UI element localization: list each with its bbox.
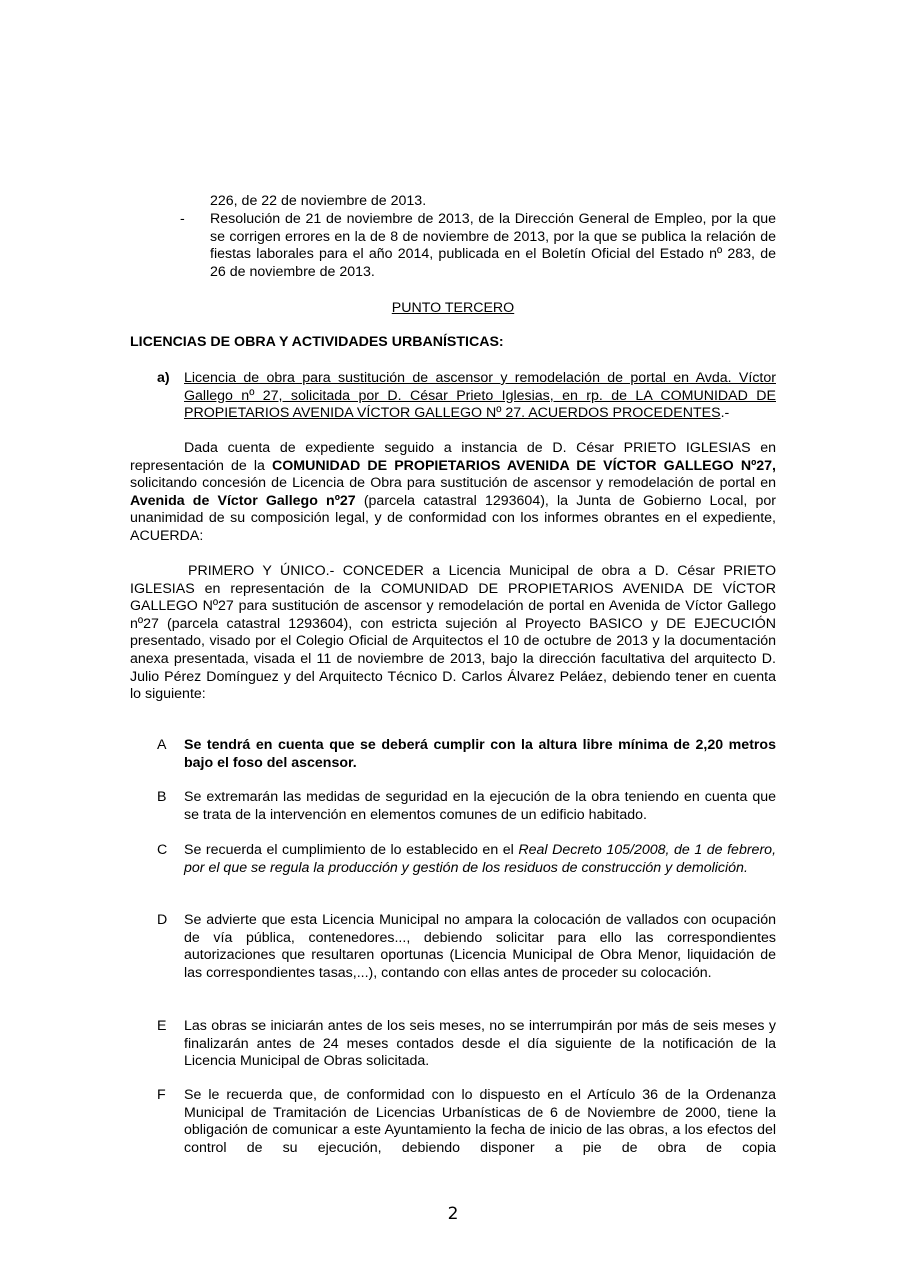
condition-f xyxy=(157,1087,776,1157)
condition-marker: D xyxy=(157,912,168,928)
section-heading: LICENCIAS DE OBRA Y ACTIVIDADES URBANÍSTICAS: xyxy=(130,334,504,350)
item-marker: a) xyxy=(157,370,170,386)
condition-marker: E xyxy=(157,1018,167,1034)
condition-marker: F xyxy=(157,1087,166,1103)
page-number: 2 xyxy=(447,1204,459,1224)
condition-b xyxy=(157,789,776,824)
condition-e xyxy=(157,1018,776,1071)
condition-text: Las obras se iniciarán antes de los seis meses, no se interrumpirán por más de seis meses y finalizarán antes de 24 meses contados desde el día siguiente de la notificación de la Licencia Municipal de Obras solicitada. xyxy=(184,1018,776,1070)
condition-text: Se recuerda el cumplimiento de lo establecido en el Real Decreto 105/2008, de 1 de febrero, por el que se regula la producción y gestión de los residuos de construcción y demolición. xyxy=(184,842,777,876)
condition-marker: B xyxy=(157,789,167,805)
intro-paragraph: Dada cuenta de expediente seguido a instancia de D. César PRIETO IGLESIAS en representación de la COMUNIDAD DE PROPIETARIOS AVENIDA DE VÍCTOR GALLEGO Nº27, solicitando concesión de Licencia de Obra para sustitución de ascensor y remodelación de portal en Avenida de Víctor Gallego nº27 (parcela catastral 1293604), la Junta de Gobierno Local, por unanimidad de su composición legal, y de conformidad con los informes obrantes en el expediente, ACUERDA: xyxy=(130,440,776,544)
condition-text: Se advierte que esta Licencia Municipal no ampara la colocación de vallados con ocupación de vía pública, contenedores..., debiendo solicitar para ello las correspondientes autorizaciones que resultaren oportunas (Licencia Municipal de Obra Menor, liquidación de las correspondientes tasas,...), contando con ellas antes de proceder su colocación. xyxy=(184,912,776,981)
condition-text: Se le recuerda que, de conformidad con lo dispuesto en el Artículo 36 de la Ordenanza Municipal de Tramitación de Licencias Urbanísticas de 6 de Noviembre de 2000, tiene la obligación de comunicar a este Ayuntamiento la fecha de inicio de las obras, a los efectos del control de su ejecución, debiendo disponer a pie de obra de copia xyxy=(184,1087,776,1156)
list-item-text: Resolución de 21 de noviembre de 2013, de la Dirección General de Empleo, por la que se corrigen errores en la de 8 de noviembre de 2013, por la que se publica la relación de fiestas laborales para el año 2014, publicada en el Boletín Oficial del Estado nº 283, de 26 de noviembre de 2013. xyxy=(210,211,776,280)
condition-d xyxy=(157,912,776,982)
condition-marker: C xyxy=(157,842,168,858)
condition-a xyxy=(157,737,776,772)
condition-text: Se tendrá en cuenta que se deberá cumplir con la altura libre mínima de 2,20 metros bajo el foso del ascensor. xyxy=(184,737,776,771)
section-title: PUNTO TERCERO xyxy=(391,300,515,316)
list-item xyxy=(180,211,776,281)
continuation-line: 226, de 22 de noviembre de 2013. xyxy=(210,193,427,209)
condition-marker: A xyxy=(157,737,167,753)
resolution-paragraph: PRIMERO Y ÚNICO.- CONCEDER a Licencia Municipal de obra a D. César PRIETO IGLESIAS en representación de la COMUNIDAD DE PROPIETARIOS AVENIDA DE VÍCTOR GALLEGO Nº27 para sustitución de ascensor y remodelación de portal en Avenida de Víctor Gallego nº27 (parcela catastral 1293604), con estricta sujeción al Proyecto BASICO y DE EJECUCIÓN presentado, visado por el Colegio Oficial de Arquitectos el 10 de octubre de 2013 y la documentación anexa presentada, visada el 11 de noviembre de 2013, bajo la dirección facultativa del arquitecto D. Julio Pérez Domínguez y del Arquitecto Técnico D. Carlos Álvarez Peláez, debiendo tener en cuenta lo siguiente: xyxy=(130,563,776,703)
agenda-item-a xyxy=(157,370,776,423)
item-title: Licencia de obra para sustitución de ascensor y remodelación de portal en Avda. Víctor Gallego nº 27, solicitada por D. César Prieto Iglesias, en rp. de LA COMUNIDAD DE PROPIETARIOS AVENIDA VÍCTOR GALLEGO Nº 27. ACUERDOS PROCEDENTES.- xyxy=(184,370,776,422)
condition-c xyxy=(157,842,776,877)
dash-marker: - xyxy=(180,211,185,227)
condition-text: Se extremarán las medidas de seguridad en la ejecución de la obra teniendo en cuenta que se trata de la intervención en elementos comunes de un edificio habitado. xyxy=(184,789,776,823)
